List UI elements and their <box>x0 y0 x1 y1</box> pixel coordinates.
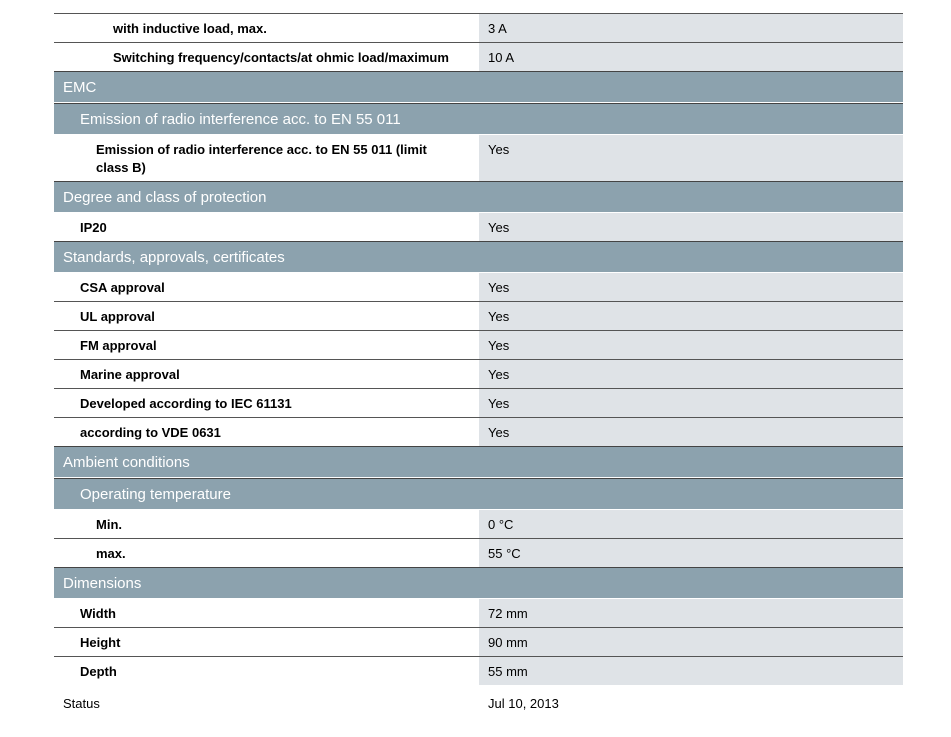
spec-label: FM approval <box>80 338 157 353</box>
status-date: Jul 10, 2013 <box>488 696 559 711</box>
spec-label: Marine approval <box>80 367 180 382</box>
spec-row <box>54 599 903 627</box>
spec-row <box>54 13 903 42</box>
spec-label: CSA approval <box>80 280 165 295</box>
spec-row <box>54 135 903 181</box>
spec-value: Yes <box>479 273 903 301</box>
spec-value: 72 mm <box>479 599 903 627</box>
spec-label: Developed according to IEC 61131 <box>80 396 292 411</box>
spec-row <box>54 417 903 446</box>
section-header-standards: Standards, approvals, certificates <box>54 241 903 273</box>
spec-label: Height <box>80 635 121 650</box>
spec-value: Yes <box>479 331 903 359</box>
spec-value: Yes <box>479 302 903 330</box>
spec-row <box>54 627 903 656</box>
spec-value: 90 mm <box>479 628 903 656</box>
status-footer <box>54 695 903 713</box>
spec-label: Min. <box>96 517 122 532</box>
spec-row <box>54 213 903 241</box>
spec-value: Yes <box>479 213 903 241</box>
spec-label: according to VDE 0631 <box>80 425 221 440</box>
spec-value: 3 A <box>479 14 903 42</box>
status-label: Status <box>63 696 100 711</box>
spec-row <box>54 656 903 685</box>
spec-value: Yes <box>479 389 903 417</box>
spec-value: Yes <box>479 135 903 181</box>
spec-label: Emission of radio interference acc. to EN 55 011 (limit class B) <box>96 142 427 175</box>
spec-value: Yes <box>479 418 903 446</box>
spec-value: 55 mm <box>479 657 903 685</box>
spec-row <box>54 510 903 538</box>
spec-value: 0 °C <box>479 510 903 538</box>
spec-label: Switching frequency/contacts/at ohmic load/maximum <box>113 50 449 65</box>
spec-row <box>54 330 903 359</box>
section-header-ambient: Ambient conditions <box>54 446 903 478</box>
spec-value: 10 A <box>479 43 903 71</box>
spec-value: 55 °C <box>479 539 903 567</box>
subsection-header-operating-temperature: Operating temperature <box>54 478 903 510</box>
spec-table <box>54 13 903 685</box>
section-header-emc: EMC <box>54 71 903 103</box>
subsection-header-emission: Emission of radio interference acc. to EN 55 011 <box>54 103 903 135</box>
spec-row <box>54 359 903 388</box>
spec-label: with inductive load, max. <box>113 21 267 36</box>
spec-label: Depth <box>80 664 117 679</box>
spec-row <box>54 388 903 417</box>
spec-row <box>54 42 903 71</box>
spec-value: Yes <box>479 360 903 388</box>
spec-label: max. <box>96 546 126 561</box>
section-header-protection: Degree and class of protection <box>54 181 903 213</box>
spec-label: Width <box>80 606 116 621</box>
spec-row <box>54 301 903 330</box>
spec-row <box>54 538 903 567</box>
section-header-dimensions: Dimensions <box>54 567 903 599</box>
spec-row <box>54 273 903 301</box>
spec-label: UL approval <box>80 309 155 324</box>
spec-label: IP20 <box>80 220 107 235</box>
